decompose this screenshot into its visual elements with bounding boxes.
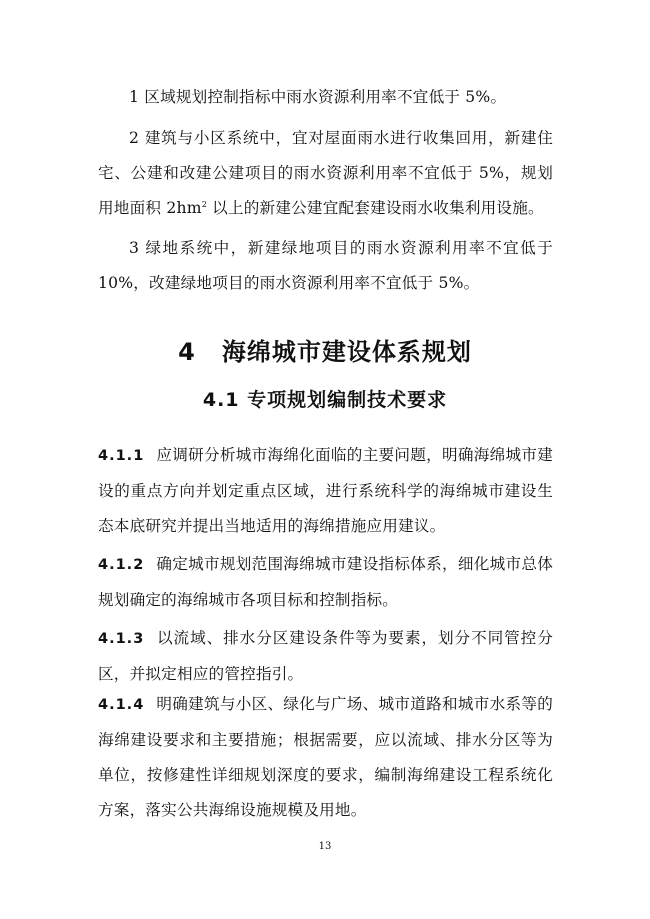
page-number: 13 xyxy=(318,841,332,852)
clause-text: 应调研分析城市海绵化面临的主要问题，明确海绵城市建设的重点方向并划定重点区域，进行系统科学的海绵城市建设生态本底研究并提出当地适用的海绵措施应用建议。 xyxy=(98,446,553,535)
clause-text: 明确建筑与小区、绿化与广场、城市道路和城市水系等的海绵建设要求和主要措施；根据需要，应以流域、排水分区等为单位，按修建性详细规划深度的要求，编制海绵建设工程系统化方案，落实公共海绵设施规模及用地。 xyxy=(98,695,553,819)
paragraph-2: 2 建筑与小区系统中，宜对屋面雨水进行收集回用，新建住宅、公建和改建公建项目的雨水资源利用率不宜低于 5%，规划用地面积 $2hm^2$ 以上的新建公建宜配套建设雨水收集利用设施。 xyxy=(98,129,553,217)
chapter-number: 4 xyxy=(178,338,196,366)
clause-text: 确定城市规划范围海绵城市建设指标体系，细化城市总体规划确定的海绵城市各项目标和控制指标。 xyxy=(98,555,553,609)
clause-4-1-4 xyxy=(98,687,553,828)
superscript: 2 xyxy=(201,200,207,209)
paragraph-1: 1 区域规划控制指标中雨水资源利用率不宜低于 5%。 xyxy=(129,88,507,106)
clause-4-1-1 xyxy=(98,438,553,544)
clause-text: 以流域、排水分区建设条件等为要素，划分不同管控分区，并拟定相应的管控指引。 xyxy=(98,629,553,683)
paragraph-3: 3 绿地系统中，新建绿地项目的雨水资源利用率不宜低于 10%，改建绿地项目的雨水资源利用率不宜低于 5%。 xyxy=(98,239,553,292)
clause-number: 4.1.4 xyxy=(98,697,145,713)
clause-4-1-3 xyxy=(98,621,553,692)
clause-4-1-2 xyxy=(98,547,553,618)
clause-number: 4.1.1 xyxy=(98,448,145,464)
section-heading: 4.1 专项规划编制技术要求 xyxy=(202,389,448,411)
chapter-title: 海绵城市建设体系规划 xyxy=(221,338,472,366)
clause-number: 4.1.3 xyxy=(98,631,145,647)
chapter-heading xyxy=(0,332,650,367)
clause-number: 4.1.2 xyxy=(98,557,145,573)
